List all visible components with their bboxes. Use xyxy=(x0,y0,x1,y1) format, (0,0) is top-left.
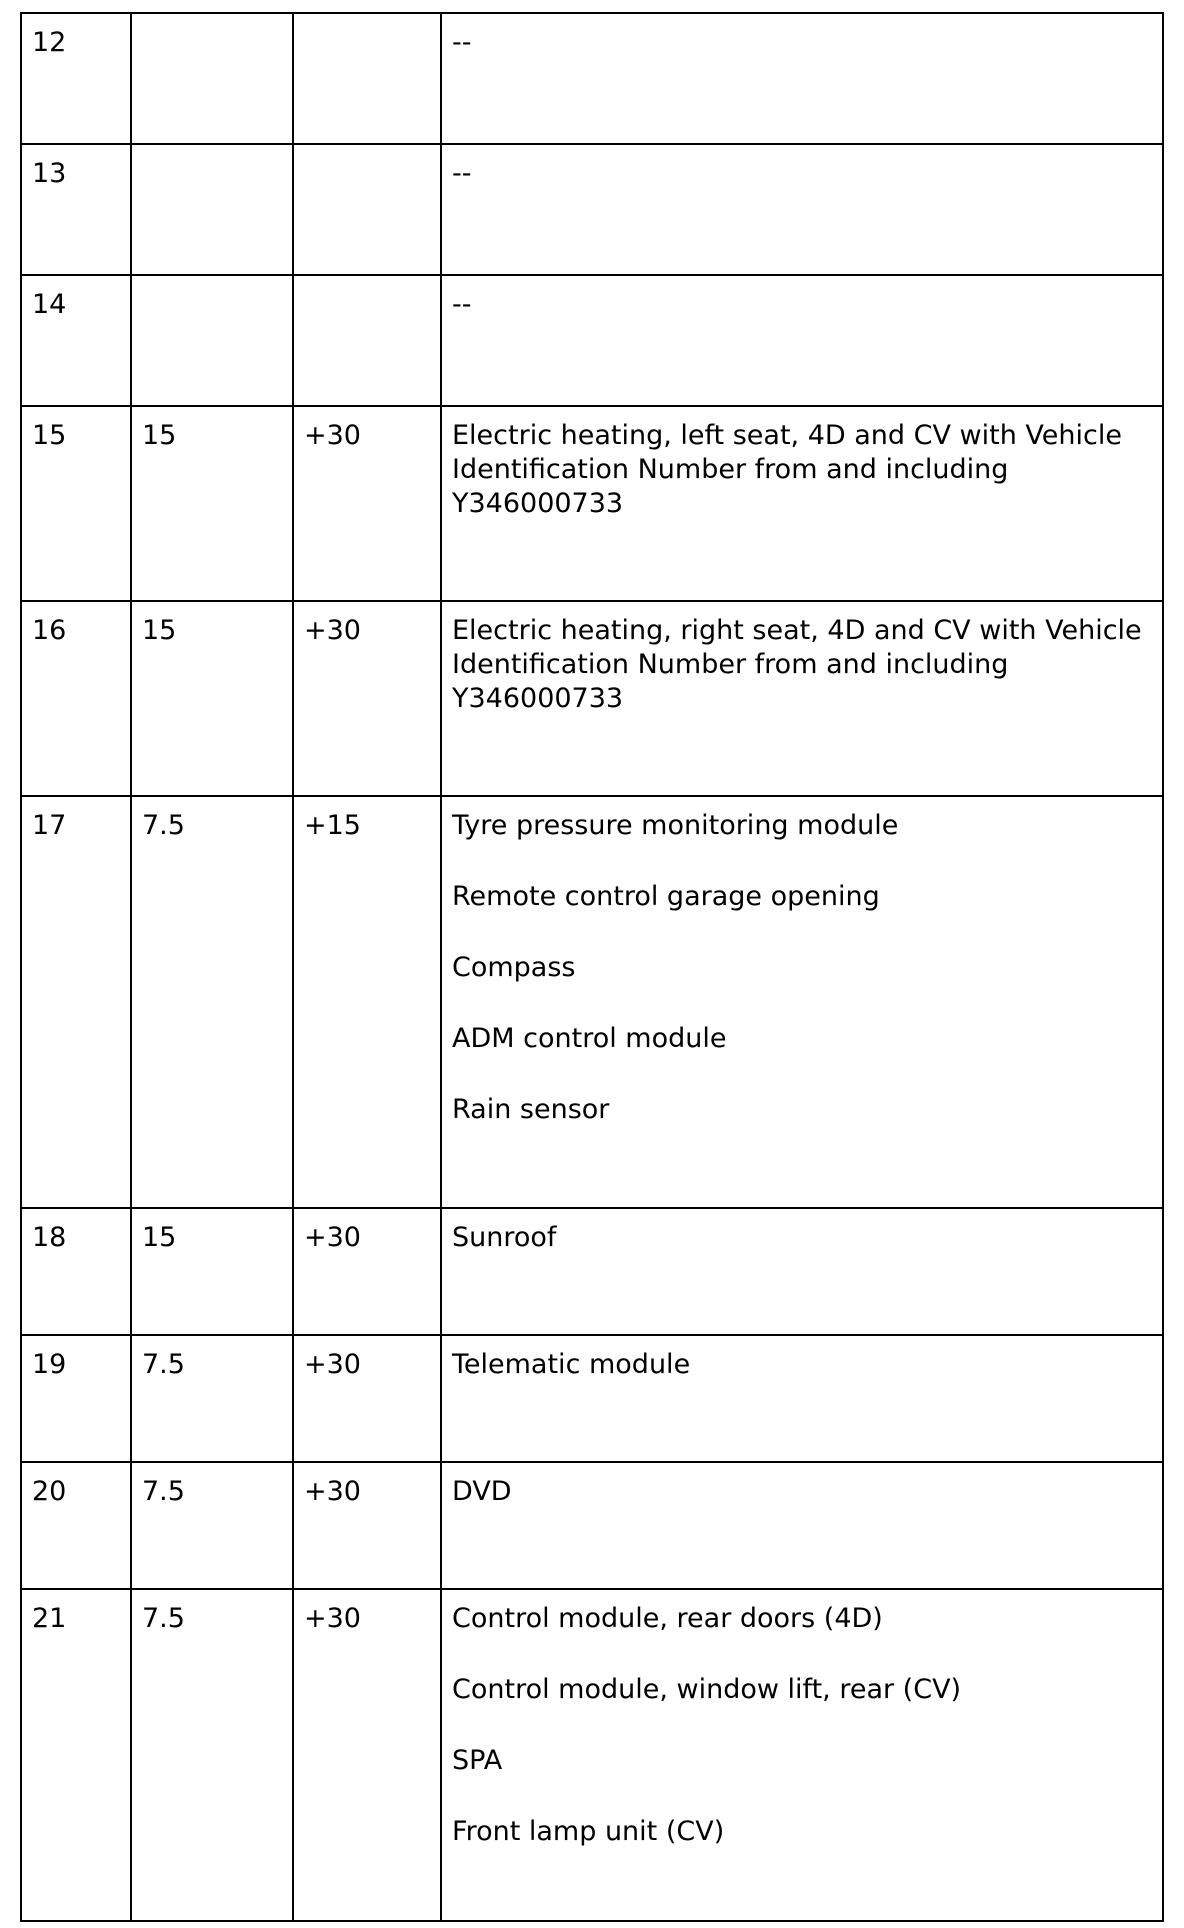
description-cell xyxy=(441,601,1163,796)
amperage-cell xyxy=(131,275,293,406)
description-line: Control module, rear doors (4D) xyxy=(452,1603,883,1634)
description-line: Control module, window lift, rear (CV) xyxy=(452,1674,962,1705)
description-cell xyxy=(441,796,1163,1208)
supply-cell: +30 xyxy=(293,601,441,796)
amperage-cell: 7.5 xyxy=(131,1335,293,1462)
description-line: -- xyxy=(452,27,472,58)
description-line: DVD xyxy=(452,1476,512,1507)
amperage-cell: 7.5 xyxy=(131,1589,293,1921)
description-cell xyxy=(441,1589,1163,1921)
description-line: Rain sensor xyxy=(452,1094,610,1125)
table-row xyxy=(21,1462,1163,1589)
table-row xyxy=(21,275,1163,406)
supply-cell: +30 xyxy=(293,1335,441,1462)
supply-cell: +15 xyxy=(293,796,441,1208)
table-row xyxy=(21,601,1163,796)
table-row xyxy=(21,406,1163,601)
fuse-number-cell: 12 xyxy=(21,13,131,144)
amperage-cell: 7.5 xyxy=(131,1462,293,1589)
description-line: -- xyxy=(452,158,472,189)
description-line: Remote control garage opening xyxy=(452,881,880,912)
description-line: Electric heating, left seat, 4D and CV with Vehicle Identification Number from and including Y346000733 xyxy=(452,420,1122,519)
amperage-cell: 15 xyxy=(131,406,293,601)
fuse-number-cell: 17 xyxy=(21,796,131,1208)
description-line: Electric heating, right seat, 4D and CV with Vehicle Identification Number from and including Y346000733 xyxy=(452,615,1142,714)
description-line: Telematic module xyxy=(452,1349,691,1380)
description-line: -- xyxy=(452,289,472,320)
description-line: Front lamp unit (CV) xyxy=(452,1816,725,1847)
table-row xyxy=(21,1335,1163,1462)
description-cell xyxy=(441,275,1163,406)
supply-cell: +30 xyxy=(293,1589,441,1921)
description-cell xyxy=(441,406,1163,601)
fuse-number-cell: 14 xyxy=(21,275,131,406)
description-cell xyxy=(441,1462,1163,1589)
description-line: Tyre pressure monitoring module xyxy=(452,810,899,841)
fuse-number-cell: 15 xyxy=(21,406,131,601)
description-cell xyxy=(441,144,1163,275)
supply-cell: +30 xyxy=(293,1208,441,1335)
table-row xyxy=(21,796,1163,1208)
description-cell xyxy=(441,1208,1163,1335)
amperage-cell xyxy=(131,13,293,144)
supply-cell xyxy=(293,275,441,406)
description-line: SPA xyxy=(452,1745,503,1776)
amperage-cell xyxy=(131,144,293,275)
description-line: ADM control module xyxy=(452,1023,727,1054)
table-row xyxy=(21,1208,1163,1335)
fuse-number-cell: 16 xyxy=(21,601,131,796)
description-line: Sunroof xyxy=(452,1222,557,1253)
supply-cell xyxy=(293,144,441,275)
supply-cell: +30 xyxy=(293,1462,441,1589)
fuse-number-cell: 13 xyxy=(21,144,131,275)
description-cell xyxy=(441,1335,1163,1462)
fuse-number-cell: 21 xyxy=(21,1589,131,1921)
description-line: Compass xyxy=(452,952,576,983)
fuse-number-cell: 18 xyxy=(21,1208,131,1335)
fuse-table xyxy=(20,12,1164,1922)
table-row xyxy=(21,1589,1163,1921)
amperage-cell: 15 xyxy=(131,601,293,796)
table-row xyxy=(21,13,1163,144)
amperage-cell: 7.5 xyxy=(131,796,293,1208)
supply-cell xyxy=(293,13,441,144)
supply-cell: +30 xyxy=(293,406,441,601)
table-row xyxy=(21,144,1163,275)
fuse-number-cell: 19 xyxy=(21,1335,131,1462)
description-cell xyxy=(441,13,1163,144)
fuse-number-cell: 20 xyxy=(21,1462,131,1589)
amperage-cell: 15 xyxy=(131,1208,293,1335)
